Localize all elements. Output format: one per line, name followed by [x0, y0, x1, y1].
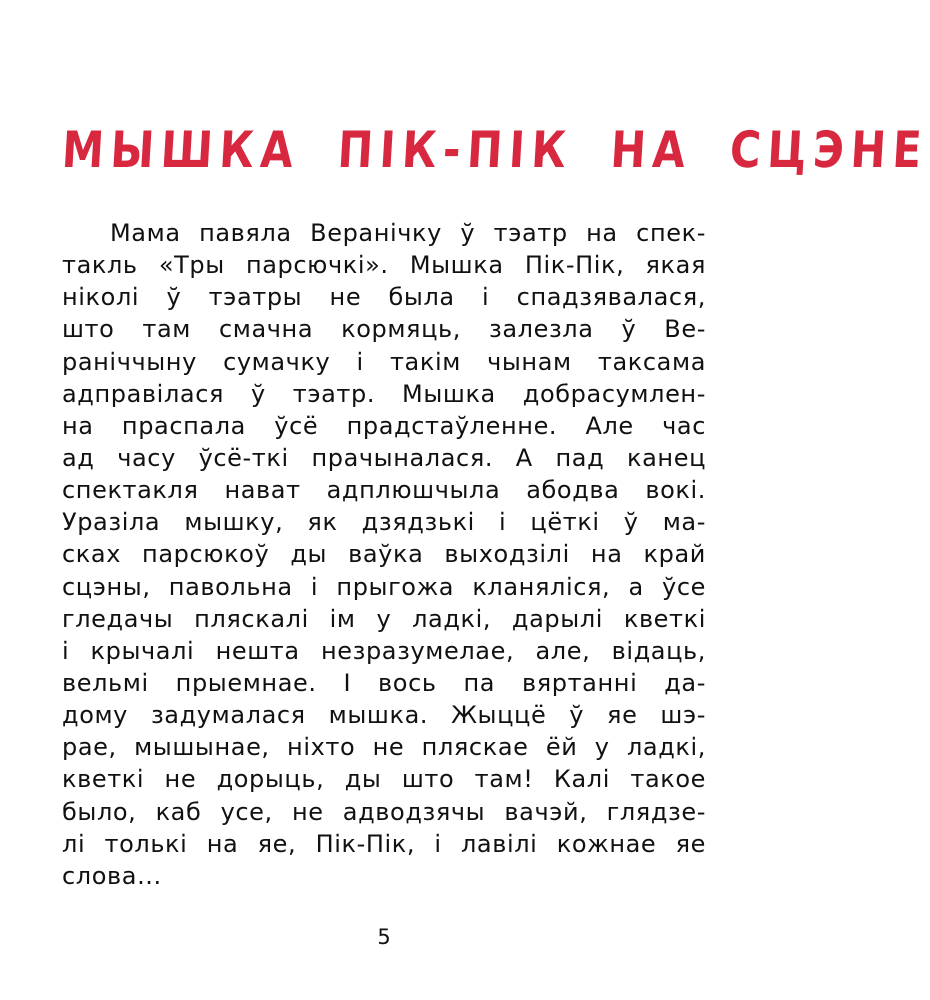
paragraph-line: слова... — [62, 861, 162, 890]
paragraph-line: было, каб усе, не адводзячы вачэй, глядзе- — [62, 797, 706, 826]
paragraph-line: спектакля нават адплюшчыла абодва вокі. — [62, 476, 706, 505]
paragraph-line: ад часу ўсё-ткі прачыналася. А пад канец — [62, 443, 706, 472]
paragraph-line: раніччыну сумачку і такім чынам таксама — [62, 347, 706, 376]
paragraph-line: на праспала ўсё прадстаўленне. Але час — [62, 411, 706, 440]
paragraph-line: і крычалі нешта незразумелае, але, відаць, — [62, 636, 706, 665]
paragraph-line: што там смачна кормяць, залезла ў Ве- — [62, 315, 706, 344]
paragraph-line: такль «Тры парсючкі». Мышка Пік-Пік, якая — [62, 251, 706, 280]
paragraph-line: сцэны, павольна і прыгожа кланяліся, а ўсе — [62, 572, 706, 601]
paragraph-line: ніколі ў тэатры не была і спадзявалася, — [62, 283, 706, 312]
paragraph-line: вельмі прыемнае. І вось па вяртанні да- — [62, 668, 706, 697]
paragraph-line: сках парсюкоў ды ваўка выходзілі на край — [62, 540, 706, 569]
paragraph-line: адправілася ў тэатр. Мышка добрасумлен- — [62, 379, 706, 408]
paragraph-line: Уразіла мышку, як дзядзькі і цёткі ў ма- — [62, 508, 706, 537]
story-paragraph — [62, 217, 706, 892]
paragraph-line: рае, мышынае, ніхто не пляскае ёй у ладкі, — [62, 733, 706, 762]
paragraph-line: лі толькі на яе, Пік-Пік, і лавілі кожнае яе — [62, 829, 706, 858]
paragraph-line: гледачы пляскалі ім у ладкі, дарылі кветкі — [62, 604, 706, 633]
page-title: МЫШКА ПІК-ПІК НА СЦЭНЕ — [60, 121, 930, 179]
page-number: 5 — [377, 925, 391, 949]
paragraph-line: кветкі не дорыць, ды што там! Калі такое — [62, 765, 706, 794]
paragraph-line: Мама павяла Веранічку ў тэатр на спек- — [110, 219, 706, 247]
paragraph-line: дому задумалася мышка. Жыццё ў яе шэ- — [62, 701, 706, 730]
